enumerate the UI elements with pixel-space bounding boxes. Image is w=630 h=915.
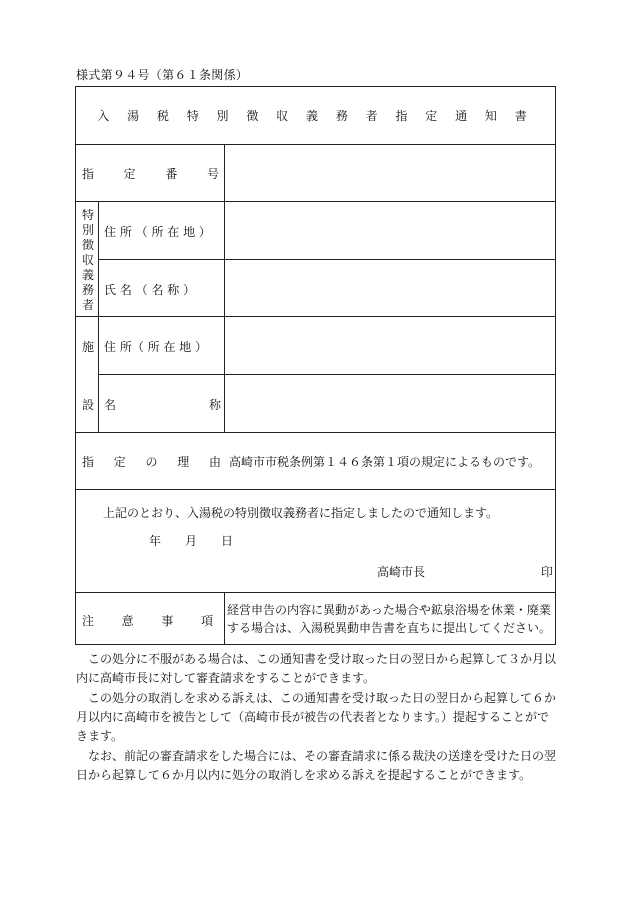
appeal-line-2: 内に高崎市長に対して審査請求をすることができます。 xyxy=(76,671,376,685)
date-day: 日 xyxy=(221,534,234,548)
column-divider xyxy=(224,144,225,432)
appeal-paragraph xyxy=(76,650,556,688)
row-divider xyxy=(98,374,555,375)
mayor-label: 高崎市長 xyxy=(377,565,426,579)
reason-label: 指 定 の 理 由 xyxy=(82,455,221,469)
form-number: 様式第９４号（第６１条関係） xyxy=(76,68,249,82)
note-line-1: なお、前記の審査請求をした場合には、その審査請求に係る裁決の送達を受けた日の翌 xyxy=(88,749,557,763)
appeal-line-1: この処分に不服がある場合は、この通知書を受け取った日の翌日から起算して３か月以 xyxy=(88,652,557,666)
date-year: 年 xyxy=(149,534,162,548)
obligor-address-label: 住 所 （ 所 在 地 ） xyxy=(104,225,211,239)
facility-name-label-right: 称 xyxy=(209,398,222,412)
facility-group-label-top: 施 xyxy=(82,340,95,354)
column-divider xyxy=(224,592,225,644)
obligor-name-label: 氏 名 （ 名 称 ） xyxy=(104,283,196,297)
column-divider xyxy=(98,201,99,432)
note-paragraph xyxy=(76,747,556,785)
document-title: 入 湯 税 特 別 徴 収 義 務 者 指 定 通 知 書 xyxy=(76,87,555,145)
row-divider xyxy=(76,592,555,593)
caution-line-1: 経営申告の内容に異動があった場合や鉱泉浴場を休業・廃業 xyxy=(227,603,551,617)
row-divider xyxy=(76,201,555,202)
lawsuit-line-2: 月以内に高崎市を被告として（高崎市長が被告の代表者となります。）提起することがで xyxy=(76,710,550,724)
row-divider xyxy=(76,316,555,317)
notice-body: 上記のとおり、入湯税の特別徴収義務者に指定しましたので通知します。 xyxy=(103,506,499,520)
designation-number-label: 指 定 番 号 xyxy=(82,167,219,181)
row-divider xyxy=(76,489,555,490)
caution-label: 注 意 事 項 xyxy=(82,614,213,628)
facility-address-label: 住 所（ 所 在 地 ） xyxy=(104,340,208,354)
seal-mark: 印 xyxy=(541,565,554,579)
lawsuit-line-3: きます。 xyxy=(76,729,124,743)
designation-form-table xyxy=(75,86,556,645)
obligor-group-label: 特 別 徴 収 義 務 者 xyxy=(81,208,94,312)
reason-value: 高崎市市税条例第１４６条第１項の規定によるものです。 xyxy=(229,455,541,469)
date-month: 月 xyxy=(185,534,198,548)
lawsuit-line-1: この処分の取消しを求める訴えは、この通知書を受け取った日の翌日から起算して６か xyxy=(88,691,557,705)
lawsuit-paragraph xyxy=(76,689,556,746)
note-line-2: 日から起算して６か月以内に処分の取消しを求める訴えを提起することができます。 xyxy=(76,768,532,782)
facility-name-label-left: 名 xyxy=(104,398,117,412)
row-divider xyxy=(76,432,555,433)
row-divider xyxy=(98,259,555,260)
caution-line-2: する場合は、入湯税異動申告書を直ちに提出してください。 xyxy=(227,621,552,635)
facility-group-label-bottom: 設 xyxy=(82,398,95,412)
